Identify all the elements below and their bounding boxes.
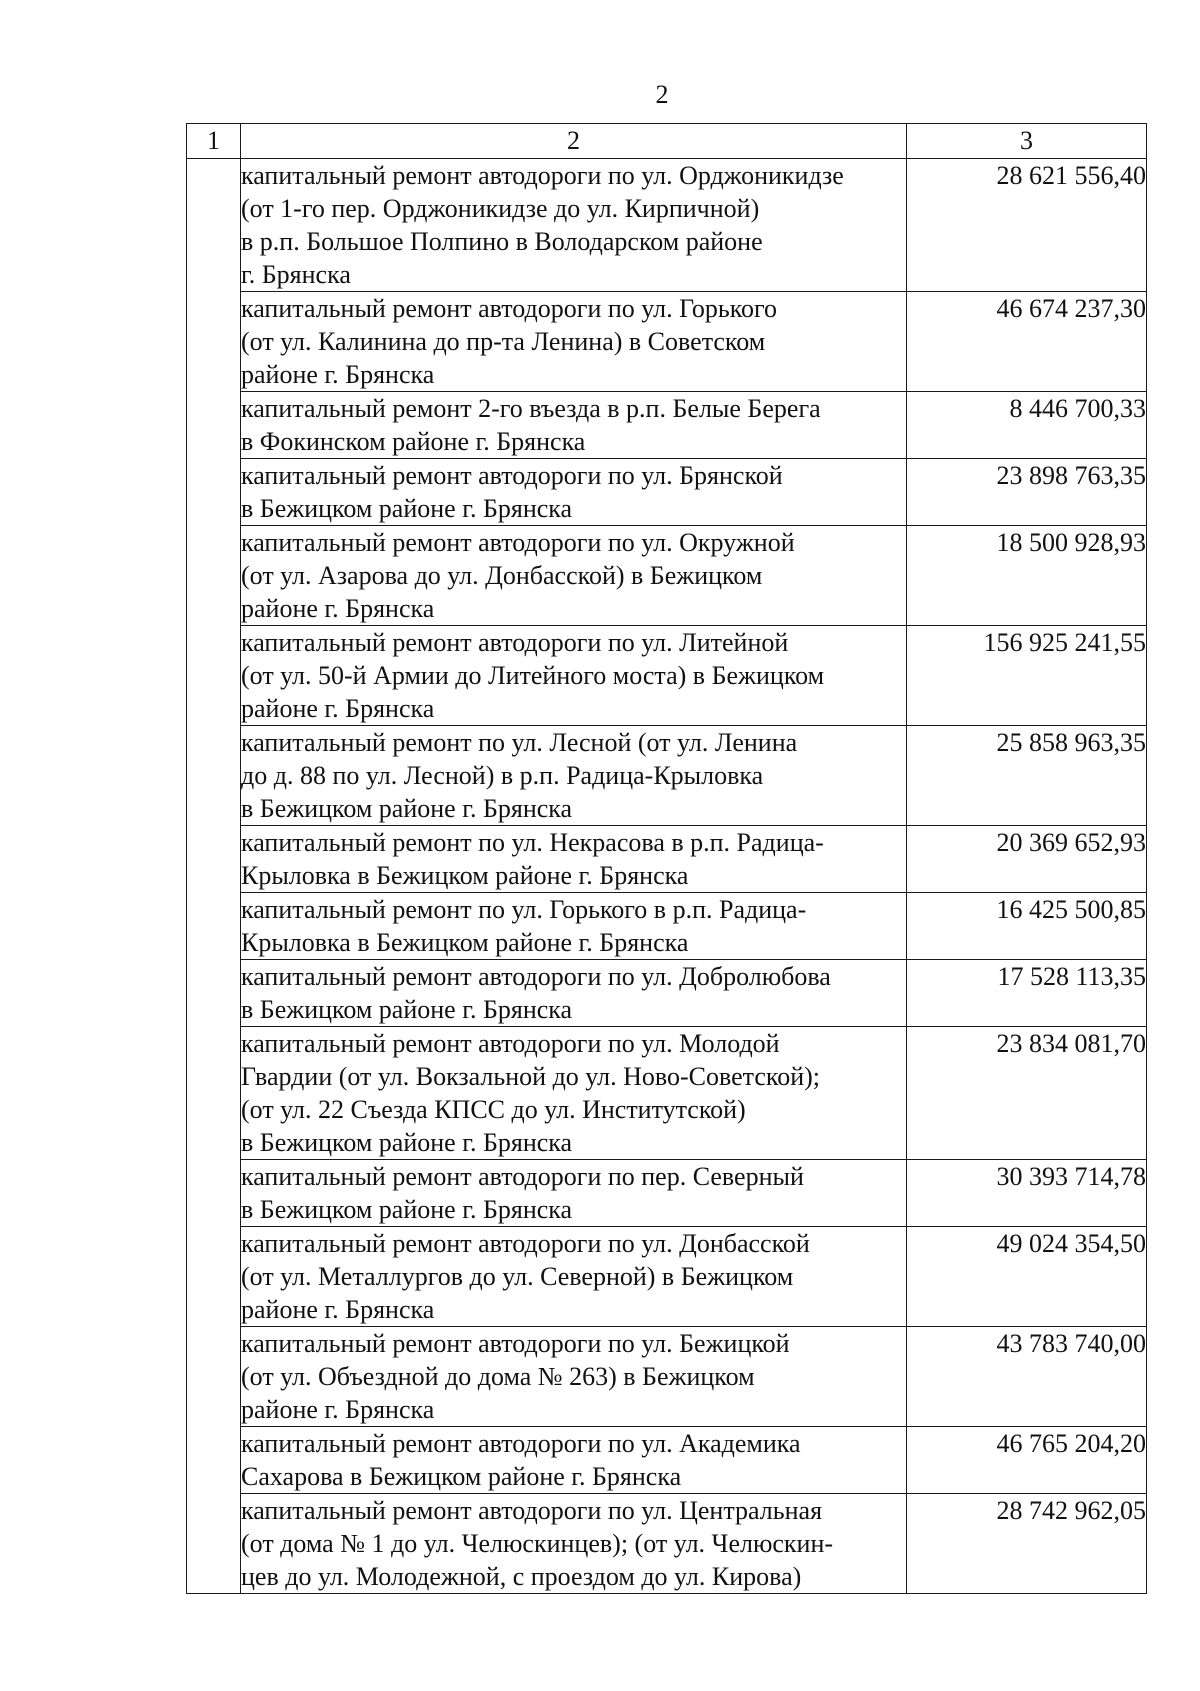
column-header-2: 2: [241, 124, 907, 159]
table-row: [187, 459, 1147, 526]
row-amount: 156 925 241,55: [907, 626, 1147, 726]
row-description: капитальный ремонт по ул. Горького в р.п. Радица- Крыловка в Бежицком районе г. Брянска: [241, 893, 907, 960]
row-description: капитальный ремонт автодороги по ул. Орджоникидзе (от 1-го пер. Орджоникидзе до ул. Кирпичной) в р.п. Большое Полпино в Володарском районе г. Брянска: [241, 159, 907, 292]
row-description: капитальный ремонт автодороги по пер. Северный в Бежицком районе г. Брянска: [241, 1160, 907, 1227]
row-amount: 46 765 204,20: [907, 1427, 1147, 1494]
row-description: капитальный ремонт автодороги по ул. Добролюбова в Бежицком районе г. Брянска: [241, 960, 907, 1027]
table-row: [187, 1494, 1147, 1594]
table-row: [187, 1327, 1147, 1427]
row-amount: 17 528 113,35: [907, 960, 1147, 1027]
row-amount: 46 674 237,30: [907, 292, 1147, 392]
row-amount: 28 742 962,05: [907, 1494, 1147, 1594]
table-row: [187, 960, 1147, 1027]
column-header-1: 1: [187, 124, 241, 159]
row-description: капитальный ремонт автодороги по ул. Бежицкой (от ул. Объездной до дома № 263) в Бежицком районе г. Брянска: [241, 1327, 907, 1427]
table-row: [187, 1160, 1147, 1227]
table-header-row: [187, 124, 1147, 159]
row-description: капитальный ремонт по ул. Лесной (от ул. Ленина до д. 88 по ул. Лесной) в р.п. Радица-Крыловка в Бежицком районе г. Брянска: [241, 726, 907, 826]
row-amount: 8 446 700,33: [907, 392, 1147, 459]
row-amount: 16 425 500,85: [907, 893, 1147, 960]
row-amount: 18 500 928,93: [907, 526, 1147, 626]
row-amount: 43 783 740,00: [907, 1327, 1147, 1427]
row-description: капитальный ремонт автодороги по ул. Донбасской (от ул. Металлургов до ул. Северной) в Бежицком районе г. Брянска: [241, 1227, 907, 1327]
table-row: [187, 826, 1147, 893]
row-amount: 20 369 652,93: [907, 826, 1147, 893]
row-amount: 49 024 354,50: [907, 1227, 1147, 1327]
row-amount: 28 621 556,40: [907, 159, 1147, 292]
row-description: капитальный ремонт автодороги по ул. Брянской в Бежицком районе г. Брянска: [241, 459, 907, 526]
row-description: капитальный ремонт 2-го въезда в р.п. Белые Берега в Фокинском районе г. Брянска: [241, 392, 907, 459]
row-amount: 23 898 763,35: [907, 459, 1147, 526]
row-amount: 30 393 714,78: [907, 1160, 1147, 1227]
table-body: [187, 159, 1147, 1594]
column-header-3: 3: [907, 124, 1147, 159]
row-description: капитальный ремонт автодороги по ул. Академика Сахарова в Бежицком районе г. Брянска: [241, 1427, 907, 1494]
table-row: [187, 1027, 1147, 1160]
table-row: [187, 292, 1147, 392]
table-row: [187, 1227, 1147, 1327]
table-row: [187, 726, 1147, 826]
table-row: [187, 1427, 1147, 1494]
table-row: [187, 159, 1147, 292]
row-description: капитальный ремонт автодороги по ул. Окружной (от ул. Азарова до ул. Донбасской) в Бежицком районе г. Брянска: [241, 526, 907, 626]
row-description: капитальный ремонт автодороги по ул. Молодой Гвардии (от ул. Вокзальной до ул. Ново-Советской); (от ул. 22 Съезда КПСС до ул. Институтской) в Бежицком районе г. Брянска: [241, 1027, 907, 1160]
column-1-cell: [187, 159, 241, 1594]
row-amount: 23 834 081,70: [907, 1027, 1147, 1160]
row-description: капитальный ремонт автодороги по ул. Центральная (от дома № 1 до ул. Челюскинцев); (от ул. Челюскин- цев до ул. Молодежной, с проездом до ул. Кирова): [241, 1494, 907, 1594]
road-repair-table: [186, 123, 1147, 1594]
row-description: капитальный ремонт по ул. Некрасова в р.п. Радица- Крыловка в Бежицком районе г. Брянска: [241, 826, 907, 893]
table-row: [187, 626, 1147, 726]
table-row: [187, 526, 1147, 626]
row-description: капитальный ремонт автодороги по ул. Литейной (от ул. 50-й Армии до Литейного моста) в Бежицком районе г. Брянска: [241, 626, 907, 726]
page-number: 2: [655, 80, 669, 109]
table-row: [187, 392, 1147, 459]
row-description: капитальный ремонт автодороги по ул. Горького (от ул. Калинина до пр-та Ленина) в Советском районе г. Брянска: [241, 292, 907, 392]
table-row: [187, 893, 1147, 960]
row-amount: 25 858 963,35: [907, 726, 1147, 826]
